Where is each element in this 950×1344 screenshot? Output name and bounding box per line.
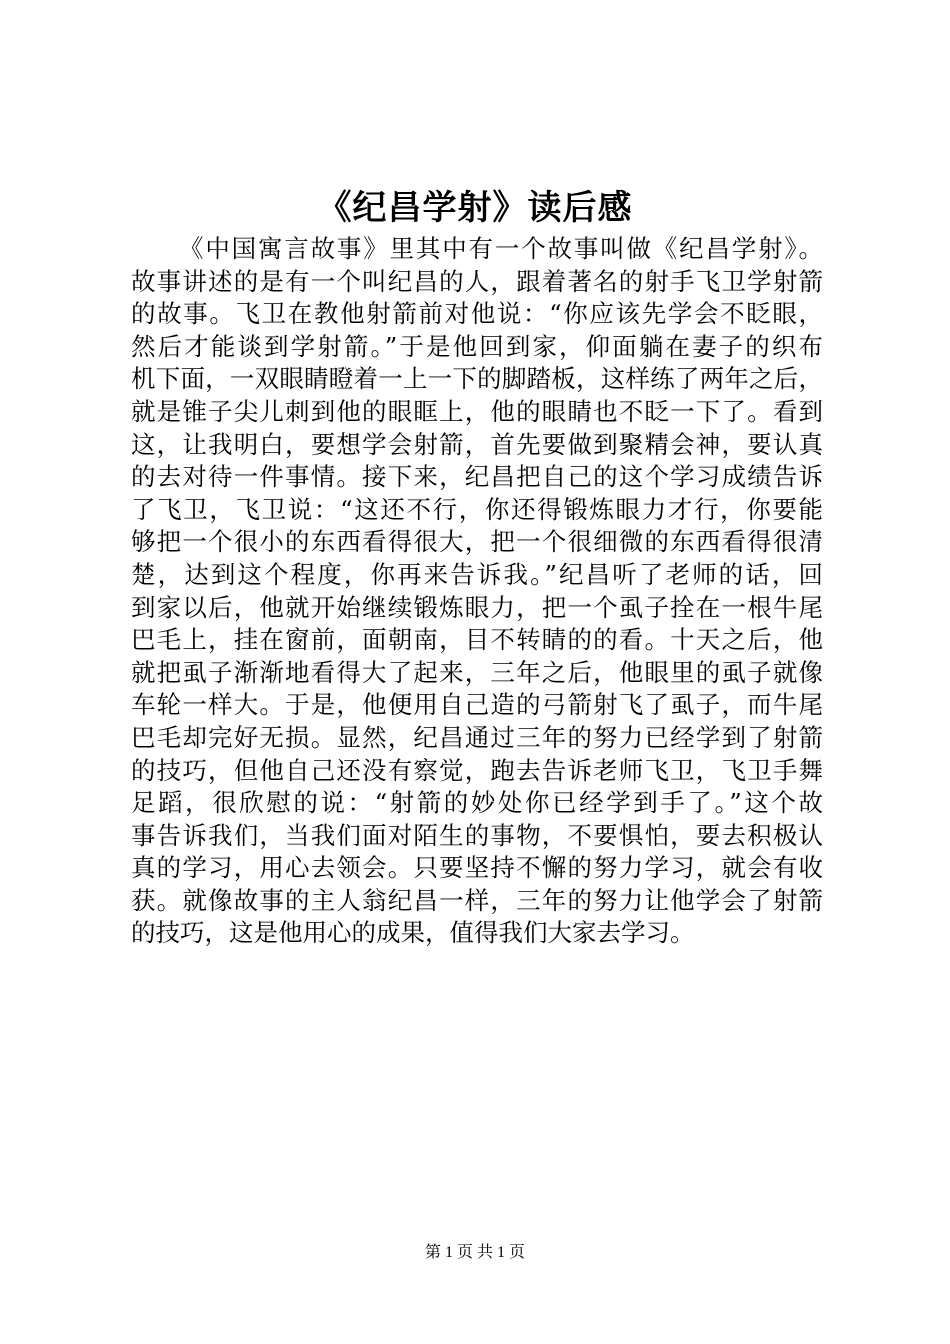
paragraph-line: 故事讲述的是有一个叫纪昌的人，跟着著名的射手飞卫学射箭: [131, 266, 823, 296]
paragraph-line: 就把虱子渐渐地看得大了起来，三年之后，他眼里的虱子就像: [131, 657, 823, 687]
body-paragraph: [131, 233, 823, 950]
paragraph-line: 的故事。飞卫在教他射箭前对他说：“你应该先学会不眨眼，: [131, 299, 823, 329]
paragraph-line: 楚，达到这个程度，你再来告诉我。”纪昌听了老师的话，回: [131, 559, 823, 589]
page-number-footer: 第 1 页 共 1 页: [424, 1244, 525, 1261]
paragraph-line: 就是锥子尖儿刺到他的眼眶上，他的眼睛也不眨一下了。看到: [131, 396, 823, 426]
paragraph-line: 的技巧，这是他用心的成果，值得我们大家去学习。: [131, 918, 695, 948]
document-title: 《纪昌学射》读后感: [317, 188, 633, 228]
paragraph-line: 够把一个很小的东西看得很大，把一个很细微的东西看得很清: [131, 527, 823, 557]
paragraph-line: 的技巧，但他自己还没有察觉，跑去告诉老师飞卫，飞卫手舞: [131, 755, 823, 785]
paragraph-line: 《中国寓言故事》里其中有一个故事叫做《纪昌学射》。: [179, 234, 823, 263]
paragraph-line: 到家以后，他就开始继续锻炼眼力，把一个虱子拴在一根牛尾: [131, 592, 823, 622]
paragraph-line: 巴毛上，挂在窗前，面朝南，目不转睛的的看。十天之后，他: [131, 625, 823, 655]
paragraph-line: 车轮一样大。于是，他便用自己造的弓箭射飞了虱子，而牛尾: [131, 690, 823, 720]
paragraph-line: 这，让我明白，要想学会射箭，首先要做到聚精会神，要认真: [131, 429, 823, 459]
paragraph-line: 然后才能谈到学射箭。”于是他回到家，仰面躺在妻子的织布: [131, 331, 823, 361]
paragraph-line: 机下面，一双眼睛瞪着一上一下的脚踏板，这样练了两年之后，: [131, 364, 823, 394]
paragraph-line: 了飞卫，飞卫说：“这还不行，你还得锻炼眼力才行，你要能: [131, 494, 823, 524]
paragraph-line: 事告诉我们，当我们面对陌生的事物，不要惧怕，要去积极认: [131, 820, 823, 850]
paragraph-line: 的去对待一件事情。接下来，纪昌把自己的这个学习成绩告诉: [131, 462, 823, 492]
paragraph-line: 巴毛却完好无损。显然，纪昌通过三年的努力已经学到了射箭: [131, 722, 823, 752]
paragraph-line: 足蹈，很欣慰的说：“射箭的妙处你已经学到手了。”这个故: [131, 788, 823, 818]
paragraph-line: 真的学习，用心去领会。只要坚持不懈的努力学习，就会有收: [131, 853, 823, 883]
paragraph-line: 获。就像故事的主人翁纪昌一样，三年的努力让他学会了射箭: [131, 885, 823, 915]
